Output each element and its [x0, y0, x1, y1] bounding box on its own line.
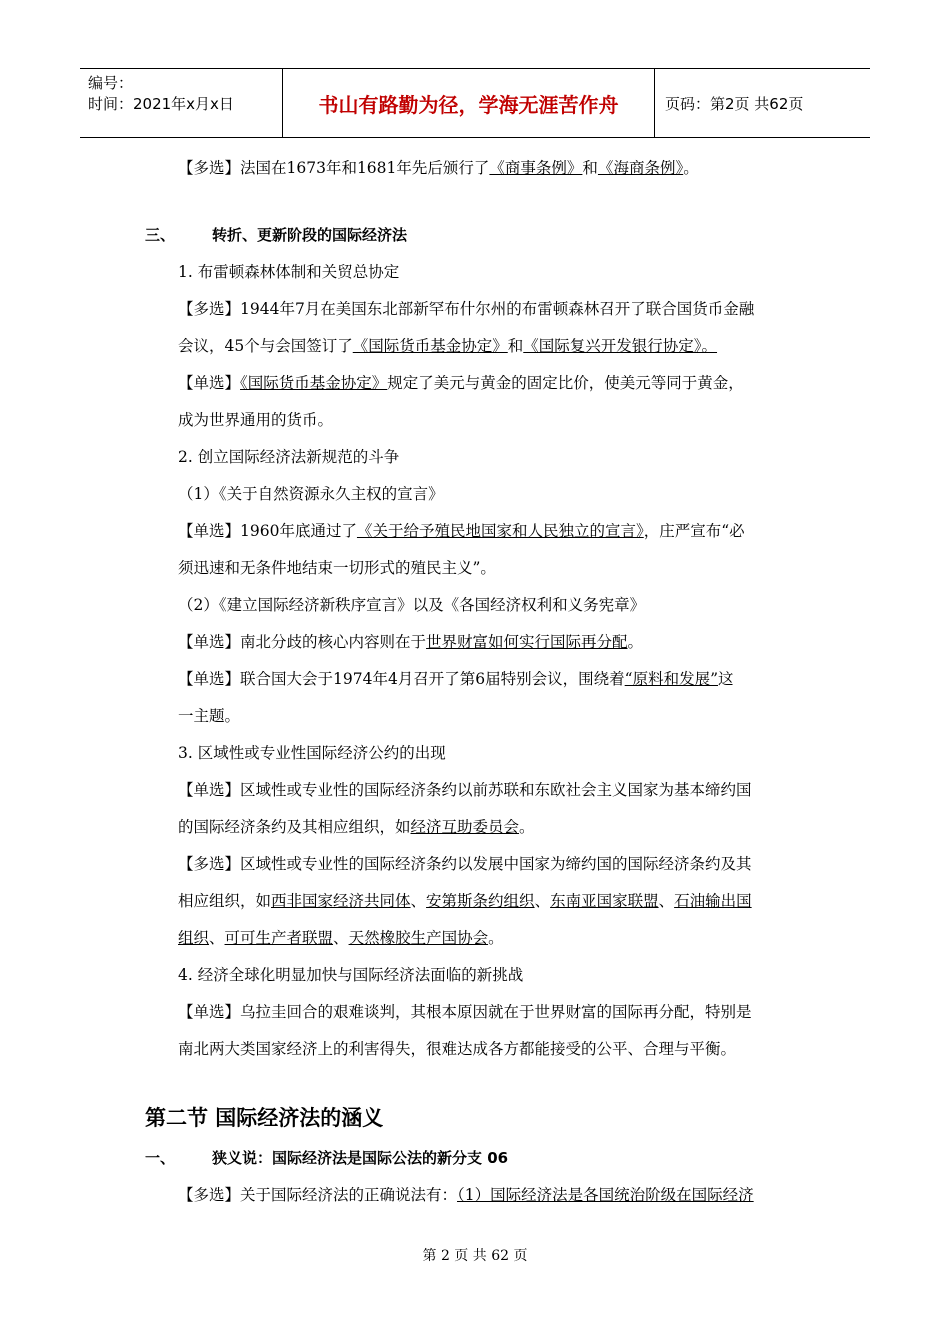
motto: 书山有路勤为径，学海无涯苦作舟	[282, 69, 655, 137]
paragraph: 【多选】1944年7月在美国东北部新罕布什尔州的布雷顿森林召开了联合国货币金融 会议，45个与会国签订了《国际货币基金协定》和《国际复兴开发银行协定》。	[178, 300, 755, 355]
paragraph: 【多选】区域性或专业性的国际经济条约以发展中国家为缔约国的国际经济条约及其 相应组织，如西非国家经济共同体、安第斯条约组织、东南亚国家联盟、石油输出国 组织、可可生产者联盟、天然橡胶生产国协会。	[178, 855, 752, 947]
sub-item: （1）《关于自然资源永久主权的宣言》	[178, 485, 444, 503]
paragraph: 【单选】联合国大会于1974年4月召开了第6届特别会议，围绕着“原料和发展”这 一主题。	[178, 670, 734, 725]
sub-item: （2）《建立国际经济新秩序宣言》以及《各国经济权利和义务宪章》	[178, 596, 646, 614]
list-item: 1. 布雷顿森林体制和关贸总协定	[178, 263, 400, 281]
list-item: 3. 区域性或专业性国际经济公约的出现	[178, 744, 446, 762]
code-label: 编号：	[88, 74, 134, 92]
header-meta	[80, 69, 282, 137]
chapter-heading: 第二节 国际经济法的涵义	[145, 1106, 384, 1130]
time-label: 时间：2021年x月x日	[88, 95, 234, 113]
paragraph: 【单选】南北分歧的核心内容则在于世界财富如何实行国际再分配。	[178, 633, 644, 651]
paragraph: 【多选】关于国际经济法的正确说法有：（1）国际经济法是各国统治阶级在国际经济	[178, 1186, 754, 1204]
page-info: 页码：第2页 共62页	[665, 94, 804, 113]
list-item: 2. 创立国际经济法新规范的斗争	[178, 448, 400, 466]
paragraph: 【单选】《国际货币基金协定》规定了美元与黄金的固定比价，使美元等同于黄金， 成为世界通用的货币。	[178, 374, 744, 429]
paragraph: 【单选】1960年底通过了《关于给予殖民地国家和人民独立的宣言》，庄严宣布“必 须迅速和无条件地结束一切形式的殖民主义”。	[178, 522, 745, 577]
paragraph: 【单选】乌拉圭回合的艰难谈判，其根本原因就在于世界财富的国际再分配，特别是 南北两大类国家经济上的利害得失，很难达成各方都能接受的公平、合理与平衡。	[178, 1003, 752, 1058]
page-header	[80, 68, 870, 138]
document-body	[145, 150, 810, 1214]
section-heading: 三、 转折、更新阶段的国际经济法	[145, 226, 408, 244]
paragraph: 【多选】法国在1673年和1681年先后颁行了《商事条例》和《海商条例》。	[178, 159, 699, 177]
page-footer: 第 2 页 共 62 页	[422, 1248, 528, 1264]
paragraph: 【单选】区域性或专业性的国际经济条约以前苏联和东欧社会主义国家为基本缔约国 的国际经济条约及其相应组织，如经济互助委员会。	[178, 781, 752, 836]
list-item: 4. 经济全球化明显加快与国际经济法面临的新挑战	[178, 966, 524, 984]
section-heading: 一、 狭义说：国际经济法是国际公法的新分支 06	[145, 1149, 509, 1167]
